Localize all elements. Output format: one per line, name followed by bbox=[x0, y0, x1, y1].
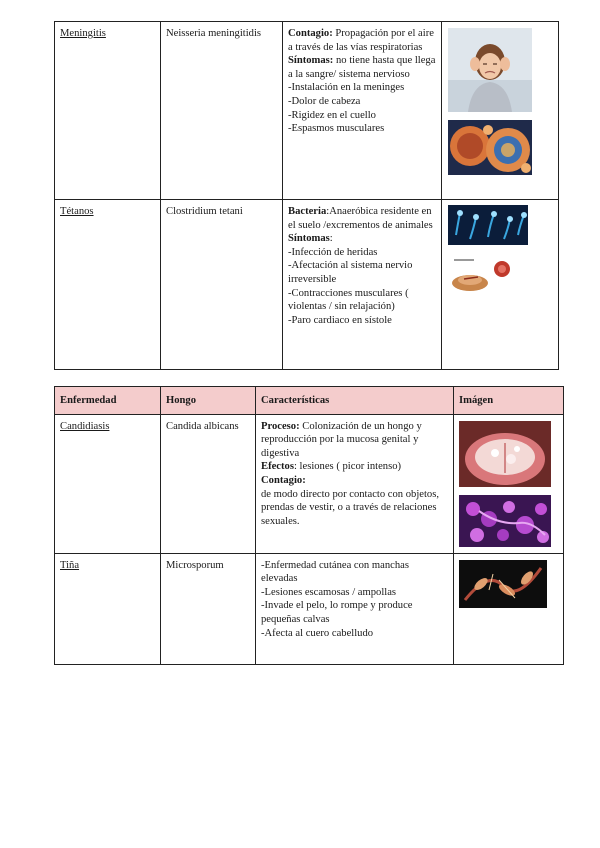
clostridium-bacteria-image bbox=[448, 205, 528, 245]
contagio-text: de modo directo por contacto con objetos, prendas de vestir, o a través de relaciones sexuales. bbox=[261, 488, 439, 527]
image-cell bbox=[442, 200, 559, 370]
agent-cell bbox=[161, 200, 283, 370]
symptom-item: -Instalación en la meninges bbox=[288, 82, 405, 94]
image-cell bbox=[454, 414, 564, 553]
girl-headache-image bbox=[448, 28, 532, 112]
column-header: Imágen bbox=[454, 387, 564, 415]
agent-cell bbox=[161, 553, 256, 664]
disease-cell bbox=[55, 200, 161, 370]
agent-name: Clostridium tetani bbox=[166, 206, 243, 217]
contagio-text: Propagación por el aire a través de las vías respiratorias bbox=[288, 28, 434, 53]
fungi-table bbox=[54, 386, 564, 665]
sintomas-text: no tiene hasta que llega a la sangre/ sistema nervioso bbox=[288, 55, 436, 80]
contagio-label: Contagio: bbox=[288, 28, 333, 39]
proceso-text: Colonización de un hongo y reproducción por la mucosa genital y digestiva bbox=[261, 420, 422, 459]
agent-name: Neisseria meningitidis bbox=[166, 28, 262, 39]
microsporum-image bbox=[459, 560, 547, 608]
bacteria-table bbox=[54, 21, 559, 370]
symptom-item: -Dolor de cabeza bbox=[288, 95, 361, 107]
agent-name: Candida albicans bbox=[166, 420, 239, 432]
tetanus-wound-illustration bbox=[448, 255, 518, 297]
disease-cell bbox=[55, 22, 161, 200]
disease-name: Tiña bbox=[60, 559, 80, 571]
proceso-label: Proceso: bbox=[261, 420, 300, 432]
sintomas-text: : bbox=[329, 233, 333, 245]
disease-cell bbox=[55, 414, 161, 553]
sintomas-label: Síntomas: bbox=[288, 55, 334, 67]
symptom-item: -Infección de heridas bbox=[288, 246, 378, 258]
disease-cell bbox=[55, 553, 161, 664]
bacteria-label: Bacteria bbox=[288, 206, 327, 217]
agent-cell bbox=[161, 414, 256, 553]
sintomas-label: Síntomas bbox=[288, 233, 330, 245]
symptom-item: -Afectación al sistema nervio irreversible bbox=[288, 260, 413, 285]
candida-cells-image bbox=[459, 495, 551, 547]
feature-item: -Afecta al cuero cabelludo bbox=[261, 627, 374, 639]
characteristics-cell bbox=[256, 553, 454, 664]
efectos-label: Efectos bbox=[261, 461, 294, 473]
column-header: Hongo bbox=[161, 387, 256, 415]
feature-item: -Enfermedad cutánea con manchas elevadas bbox=[261, 559, 409, 585]
column-header: Características bbox=[256, 387, 454, 415]
table-row bbox=[55, 200, 559, 370]
agent-cell bbox=[161, 22, 283, 200]
contagio-label: Contagio: bbox=[261, 474, 306, 486]
column-header: Enfermedad bbox=[55, 387, 161, 415]
disease-name: Candidiasis bbox=[60, 420, 110, 432]
image-cell bbox=[454, 553, 564, 664]
feature-item: -Lesiones escamosas / ampollas bbox=[261, 586, 397, 598]
candida-tongue-image bbox=[459, 421, 551, 487]
table-header-row bbox=[55, 387, 564, 415]
characteristics-cell bbox=[283, 200, 442, 370]
characteristics-cell bbox=[256, 414, 454, 553]
efectos-text: : lesiones ( picor intenso) bbox=[293, 461, 402, 473]
disease-name: Tétanos bbox=[60, 206, 94, 217]
bacteria-text: :Anaeróbica residente en el suelo /excrementos de animales bbox=[288, 206, 433, 231]
image-cell bbox=[442, 22, 559, 200]
characteristics-cell bbox=[283, 22, 442, 200]
symptom-item: -Contracciones musculares ( violentas / sin relajación) bbox=[288, 287, 409, 313]
table-row bbox=[55, 22, 559, 200]
disease-name: Meningitis bbox=[60, 28, 106, 39]
symptom-item: -Rigidez en el cuello bbox=[288, 109, 376, 121]
symptom-item: -Espasmos musculares bbox=[288, 123, 385, 135]
table-row bbox=[55, 414, 564, 553]
symptom-item: -Paro cardiaco en sístole bbox=[288, 314, 392, 326]
agent-name: Microsporum bbox=[166, 559, 224, 571]
meningitis-illustration bbox=[448, 120, 532, 175]
table-row bbox=[55, 553, 564, 664]
feature-item: -Invade el pelo, lo rompe y produce pequeñas calvas bbox=[261, 600, 413, 625]
